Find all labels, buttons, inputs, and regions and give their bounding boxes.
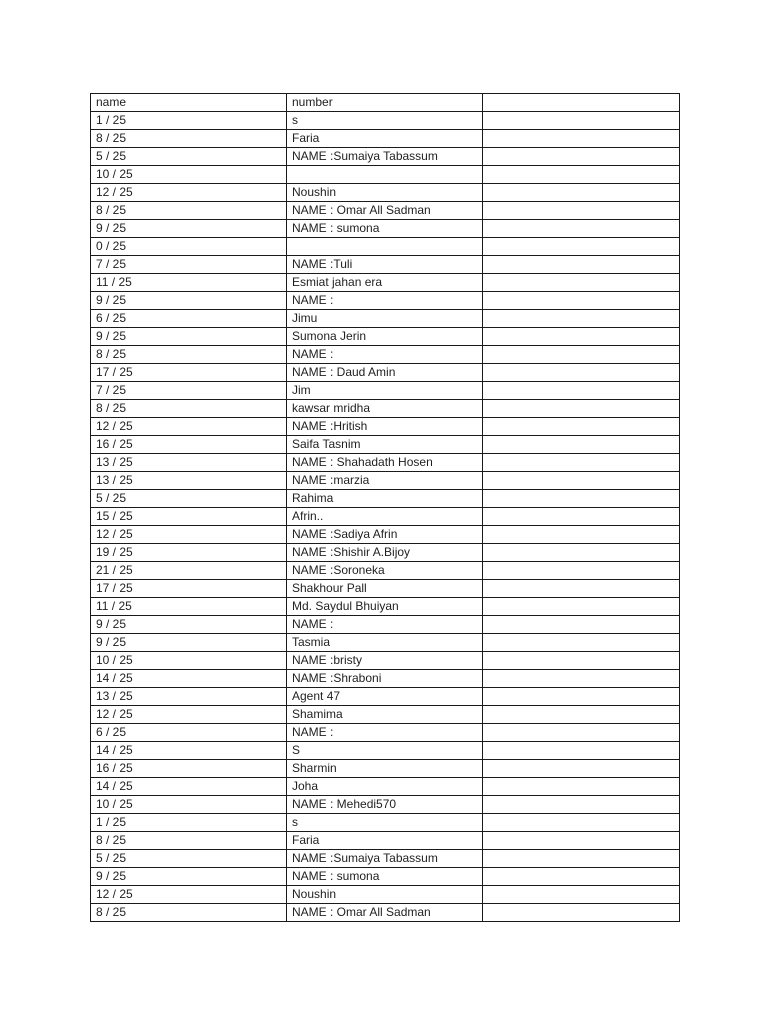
score-table	[90, 93, 680, 922]
name-cell: NAME :Soroneka	[287, 562, 483, 580]
table-row	[91, 310, 680, 328]
name-cell: Esmiat jahan era	[287, 274, 483, 292]
empty-cell	[483, 562, 680, 580]
score-cell: 8 / 25	[91, 202, 287, 220]
table-row	[91, 796, 680, 814]
table-row	[91, 688, 680, 706]
table-row	[91, 886, 680, 904]
score-cell: 11 / 25	[91, 598, 287, 616]
score-cell: 9 / 25	[91, 868, 287, 886]
name-cell: Noushin	[287, 184, 483, 202]
score-cell: 7 / 25	[91, 256, 287, 274]
name-cell: NAME :Hritish	[287, 418, 483, 436]
empty-cell	[483, 832, 680, 850]
score-cell: 9 / 25	[91, 292, 287, 310]
header-cell-number: number	[287, 94, 483, 112]
table-row	[91, 472, 680, 490]
empty-cell	[483, 706, 680, 724]
table-row	[91, 112, 680, 130]
score-cell: 13 / 25	[91, 454, 287, 472]
name-cell: NAME :bristy	[287, 652, 483, 670]
empty-cell	[483, 724, 680, 742]
score-cell: 6 / 25	[91, 310, 287, 328]
score-cell: 5 / 25	[91, 490, 287, 508]
empty-cell	[483, 274, 680, 292]
table-row	[91, 184, 680, 202]
empty-cell	[483, 166, 680, 184]
empty-cell	[483, 184, 680, 202]
name-cell: Shamima	[287, 706, 483, 724]
empty-cell	[483, 778, 680, 796]
score-cell: 15 / 25	[91, 508, 287, 526]
empty-cell	[483, 382, 680, 400]
table-row	[91, 580, 680, 598]
score-cell: 8 / 25	[91, 400, 287, 418]
score-cell: 7 / 25	[91, 382, 287, 400]
name-cell: kawsar mridha	[287, 400, 483, 418]
score-cell: 17 / 25	[91, 364, 287, 382]
empty-cell	[483, 796, 680, 814]
score-cell: 8 / 25	[91, 904, 287, 922]
score-cell: 12 / 25	[91, 184, 287, 202]
empty-cell	[483, 742, 680, 760]
score-cell: 9 / 25	[91, 634, 287, 652]
score-cell: 12 / 25	[91, 706, 287, 724]
name-cell: NAME :	[287, 724, 483, 742]
table-row	[91, 166, 680, 184]
empty-cell	[483, 616, 680, 634]
score-cell: 16 / 25	[91, 760, 287, 778]
name-cell: NAME :Sadiya Afrin	[287, 526, 483, 544]
name-cell: NAME :Sumaiya Tabassum	[287, 850, 483, 868]
table-row	[91, 526, 680, 544]
empty-cell	[483, 328, 680, 346]
table-row	[91, 760, 680, 778]
empty-cell	[483, 814, 680, 832]
name-cell: NAME : sumona	[287, 220, 483, 238]
name-cell: Joha	[287, 778, 483, 796]
score-cell: 14 / 25	[91, 742, 287, 760]
score-cell: 16 / 25	[91, 436, 287, 454]
empty-cell	[483, 472, 680, 490]
header-cell-name: name	[91, 94, 287, 112]
table-row	[91, 202, 680, 220]
name-cell: NAME : Omar All Sadman	[287, 904, 483, 922]
score-cell: 9 / 25	[91, 616, 287, 634]
empty-cell	[483, 454, 680, 472]
empty-cell	[483, 670, 680, 688]
table-row	[91, 706, 680, 724]
table-row	[91, 346, 680, 364]
name-cell: NAME :Sumaiya Tabassum	[287, 148, 483, 166]
name-cell: NAME : sumona	[287, 868, 483, 886]
table-row	[91, 634, 680, 652]
empty-cell	[483, 202, 680, 220]
score-cell: 9 / 25	[91, 328, 287, 346]
table-row	[91, 436, 680, 454]
table-row	[91, 328, 680, 346]
table-row	[91, 418, 680, 436]
empty-cell	[483, 364, 680, 382]
score-cell: 21 / 25	[91, 562, 287, 580]
score-cell: 5 / 25	[91, 148, 287, 166]
name-cell: NAME :Shraboni	[287, 670, 483, 688]
score-cell: 12 / 25	[91, 526, 287, 544]
empty-cell	[483, 238, 680, 256]
table-row	[91, 400, 680, 418]
table-row	[91, 454, 680, 472]
score-cell: 5 / 25	[91, 850, 287, 868]
score-cell: 10 / 25	[91, 166, 287, 184]
empty-cell	[483, 112, 680, 130]
score-cell: 19 / 25	[91, 544, 287, 562]
table-row	[91, 256, 680, 274]
name-cell: Faria	[287, 832, 483, 850]
table-row	[91, 148, 680, 166]
score-cell: 14 / 25	[91, 778, 287, 796]
score-cell: 10 / 25	[91, 652, 287, 670]
table-row	[91, 724, 680, 742]
name-cell: NAME : Shahadath Hosen	[287, 454, 483, 472]
empty-cell	[483, 346, 680, 364]
empty-cell	[483, 526, 680, 544]
name-cell: s	[287, 814, 483, 832]
name-cell	[287, 238, 483, 256]
empty-cell	[483, 904, 680, 922]
table-row	[91, 778, 680, 796]
empty-cell	[483, 760, 680, 778]
score-cell: 13 / 25	[91, 688, 287, 706]
table-row	[91, 904, 680, 922]
spreadsheet-page	[90, 93, 679, 922]
name-cell: Shakhour Pall	[287, 580, 483, 598]
empty-cell	[483, 310, 680, 328]
table-row	[91, 544, 680, 562]
empty-cell	[483, 418, 680, 436]
name-cell: NAME : Omar All Sadman	[287, 202, 483, 220]
header-cell-empty	[483, 94, 680, 112]
name-cell: Jim	[287, 382, 483, 400]
score-cell: 8 / 25	[91, 130, 287, 148]
table-row	[91, 562, 680, 580]
name-cell: s	[287, 112, 483, 130]
score-cell: 17 / 25	[91, 580, 287, 598]
name-cell: Jimu	[287, 310, 483, 328]
empty-cell	[483, 256, 680, 274]
score-cell: 9 / 25	[91, 220, 287, 238]
score-cell: 1 / 25	[91, 112, 287, 130]
score-cell: 1 / 25	[91, 814, 287, 832]
table-row	[91, 850, 680, 868]
empty-cell	[483, 544, 680, 562]
table-row	[91, 382, 680, 400]
table-row	[91, 814, 680, 832]
empty-cell	[483, 886, 680, 904]
empty-cell	[483, 580, 680, 598]
name-cell: Saifa Tasnim	[287, 436, 483, 454]
name-cell: Tasmia	[287, 634, 483, 652]
table-row	[91, 670, 680, 688]
score-cell: 14 / 25	[91, 670, 287, 688]
score-cell: 8 / 25	[91, 832, 287, 850]
header-row	[91, 94, 680, 112]
table-row	[91, 616, 680, 634]
table-row	[91, 490, 680, 508]
table-row	[91, 868, 680, 886]
name-cell: NAME :	[287, 346, 483, 364]
empty-cell	[483, 436, 680, 454]
score-cell: 11 / 25	[91, 274, 287, 292]
empty-cell	[483, 400, 680, 418]
score-table-body	[91, 94, 680, 922]
name-cell: Sharmin	[287, 760, 483, 778]
empty-cell	[483, 652, 680, 670]
score-cell: 13 / 25	[91, 472, 287, 490]
table-row	[91, 832, 680, 850]
name-cell: Sumona Jerin	[287, 328, 483, 346]
table-row	[91, 742, 680, 760]
empty-cell	[483, 634, 680, 652]
table-row	[91, 652, 680, 670]
table-row	[91, 220, 680, 238]
empty-cell	[483, 868, 680, 886]
table-row	[91, 292, 680, 310]
table-row	[91, 598, 680, 616]
name-cell: Rahima	[287, 490, 483, 508]
name-cell: NAME :	[287, 292, 483, 310]
name-cell: NAME :	[287, 616, 483, 634]
name-cell: Agent 47	[287, 688, 483, 706]
table-row	[91, 508, 680, 526]
name-cell	[287, 166, 483, 184]
score-cell: 12 / 25	[91, 886, 287, 904]
name-cell: Faria	[287, 130, 483, 148]
name-cell: Afrin..	[287, 508, 483, 526]
table-row	[91, 274, 680, 292]
name-cell: NAME : Daud Amin	[287, 364, 483, 382]
name-cell: NAME :marzia	[287, 472, 483, 490]
name-cell: NAME :Shishir A.Bijoy	[287, 544, 483, 562]
score-cell: 6 / 25	[91, 724, 287, 742]
score-cell: 12 / 25	[91, 418, 287, 436]
empty-cell	[483, 148, 680, 166]
table-row	[91, 364, 680, 382]
table-row	[91, 130, 680, 148]
name-cell: NAME : Mehedi570	[287, 796, 483, 814]
table-row	[91, 238, 680, 256]
name-cell: S	[287, 742, 483, 760]
empty-cell	[483, 508, 680, 526]
score-cell: 10 / 25	[91, 796, 287, 814]
score-cell: 8 / 25	[91, 346, 287, 364]
empty-cell	[483, 220, 680, 238]
name-cell: NAME :Tuli	[287, 256, 483, 274]
empty-cell	[483, 598, 680, 616]
name-cell: Md. Saydul Bhuiyan	[287, 598, 483, 616]
empty-cell	[483, 850, 680, 868]
score-cell: 0 / 25	[91, 238, 287, 256]
name-cell: Noushin	[287, 886, 483, 904]
empty-cell	[483, 292, 680, 310]
empty-cell	[483, 688, 680, 706]
empty-cell	[483, 130, 680, 148]
empty-cell	[483, 490, 680, 508]
